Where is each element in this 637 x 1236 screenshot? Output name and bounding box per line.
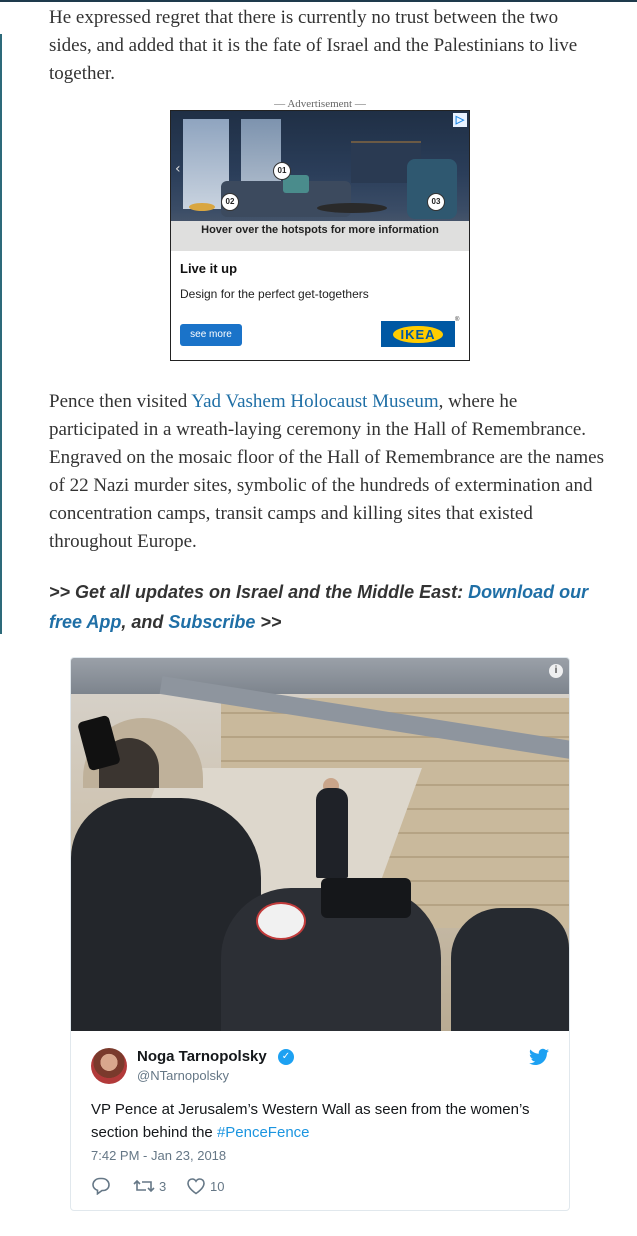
ad-hotspot-caption: Hover over the hotspots for more information bbox=[171, 221, 469, 251]
like-count: 10 bbox=[210, 1178, 225, 1194]
top-divider bbox=[0, 0, 637, 2]
retweet-count: 3 bbox=[159, 1178, 167, 1194]
retweet-icon bbox=[133, 1177, 155, 1195]
advertisement-label: — Advertisement — bbox=[274, 98, 366, 110]
cta-mid: , and bbox=[121, 612, 169, 632]
article-paragraph-1: He expressed regret that there is currently no trust between the two sides, and added that it is the fate of Israel and the Palestinians to live together. bbox=[49, 7, 578, 84]
ad-room-image[interactable] bbox=[171, 111, 469, 251]
reply-button[interactable] bbox=[91, 1176, 111, 1196]
ikea-logo-text: IKEA bbox=[393, 326, 442, 343]
app-promo-callout bbox=[49, 577, 609, 637]
ad-prev-arrow-icon[interactable]: ‹ bbox=[175, 161, 181, 177]
retweet-button[interactable] bbox=[133, 1176, 166, 1196]
adchoices-icon[interactable]: ▷ bbox=[453, 113, 467, 127]
ad-see-more-button[interactable]: see more bbox=[180, 324, 242, 346]
pencefence-hashtag-link[interactable]: #PenceFence bbox=[216, 1124, 310, 1141]
ad-description: Design for the perfect get-togethers bbox=[180, 287, 369, 301]
avatar[interactable] bbox=[91, 1048, 127, 1084]
cta-suffix: >> bbox=[255, 612, 282, 632]
tweet-author-handle[interactable]: @NTarnopolsky bbox=[137, 1068, 229, 1083]
verified-icon: ✓ bbox=[278, 1049, 294, 1065]
tweet-text-body: VP Pence at Jerusalem’s Western Wall as seen from the women’s section behind the bbox=[91, 1101, 530, 1141]
ikea-advertisement[interactable] bbox=[170, 110, 470, 361]
reply-icon bbox=[91, 1177, 111, 1195]
hotspot-02[interactable]: 02 bbox=[221, 193, 239, 211]
para2-text-start: Pence then visited bbox=[49, 391, 192, 412]
tweet-timestamp[interactable]: 7:42 PM - Jan 23, 2018 bbox=[91, 1148, 227, 1163]
embedded-tweet[interactable] bbox=[70, 657, 570, 1211]
para2-text-end: , where he participated in a wreath-laying ceremony in the Hall of Remembrance. Engraved on the mosaic floor of the Hall of Remembrance are the names of 22 Nazi murder sites, symbolic of the hundreds of extermination and concentration camps, transit camps and killing sites that existed throughout Europe. bbox=[49, 391, 605, 552]
cta-prefix: >> Get all updates on Israel and the Middle East: bbox=[49, 582, 469, 602]
ikea-logo[interactable] bbox=[381, 321, 455, 347]
subscribe-link[interactable]: Subscribe bbox=[168, 612, 256, 632]
like-button[interactable] bbox=[186, 1176, 224, 1196]
like-icon bbox=[186, 1177, 206, 1195]
article-paragraph-2 bbox=[49, 388, 604, 556]
tweet-author-name[interactable]: Noga Tarnopolsky bbox=[137, 1048, 267, 1065]
hotspot-01[interactable]: 01 bbox=[273, 162, 291, 180]
tweet-text bbox=[91, 1098, 541, 1144]
twitter-bird-icon[interactable] bbox=[529, 1048, 549, 1066]
ikea-registered-mark: ® bbox=[455, 317, 460, 323]
ad-headline: Live it up bbox=[180, 261, 238, 276]
hotspot-03[interactable]: 03 bbox=[427, 193, 445, 211]
left-accent-bar bbox=[0, 34, 2, 634]
download-app-link[interactable]: Download our free App bbox=[49, 582, 589, 632]
yad-vashem-link[interactable]: Yad Vashem Holocaust Museum bbox=[191, 391, 439, 412]
info-icon[interactable]: i bbox=[549, 664, 563, 678]
tweet-photo[interactable] bbox=[71, 658, 569, 1031]
